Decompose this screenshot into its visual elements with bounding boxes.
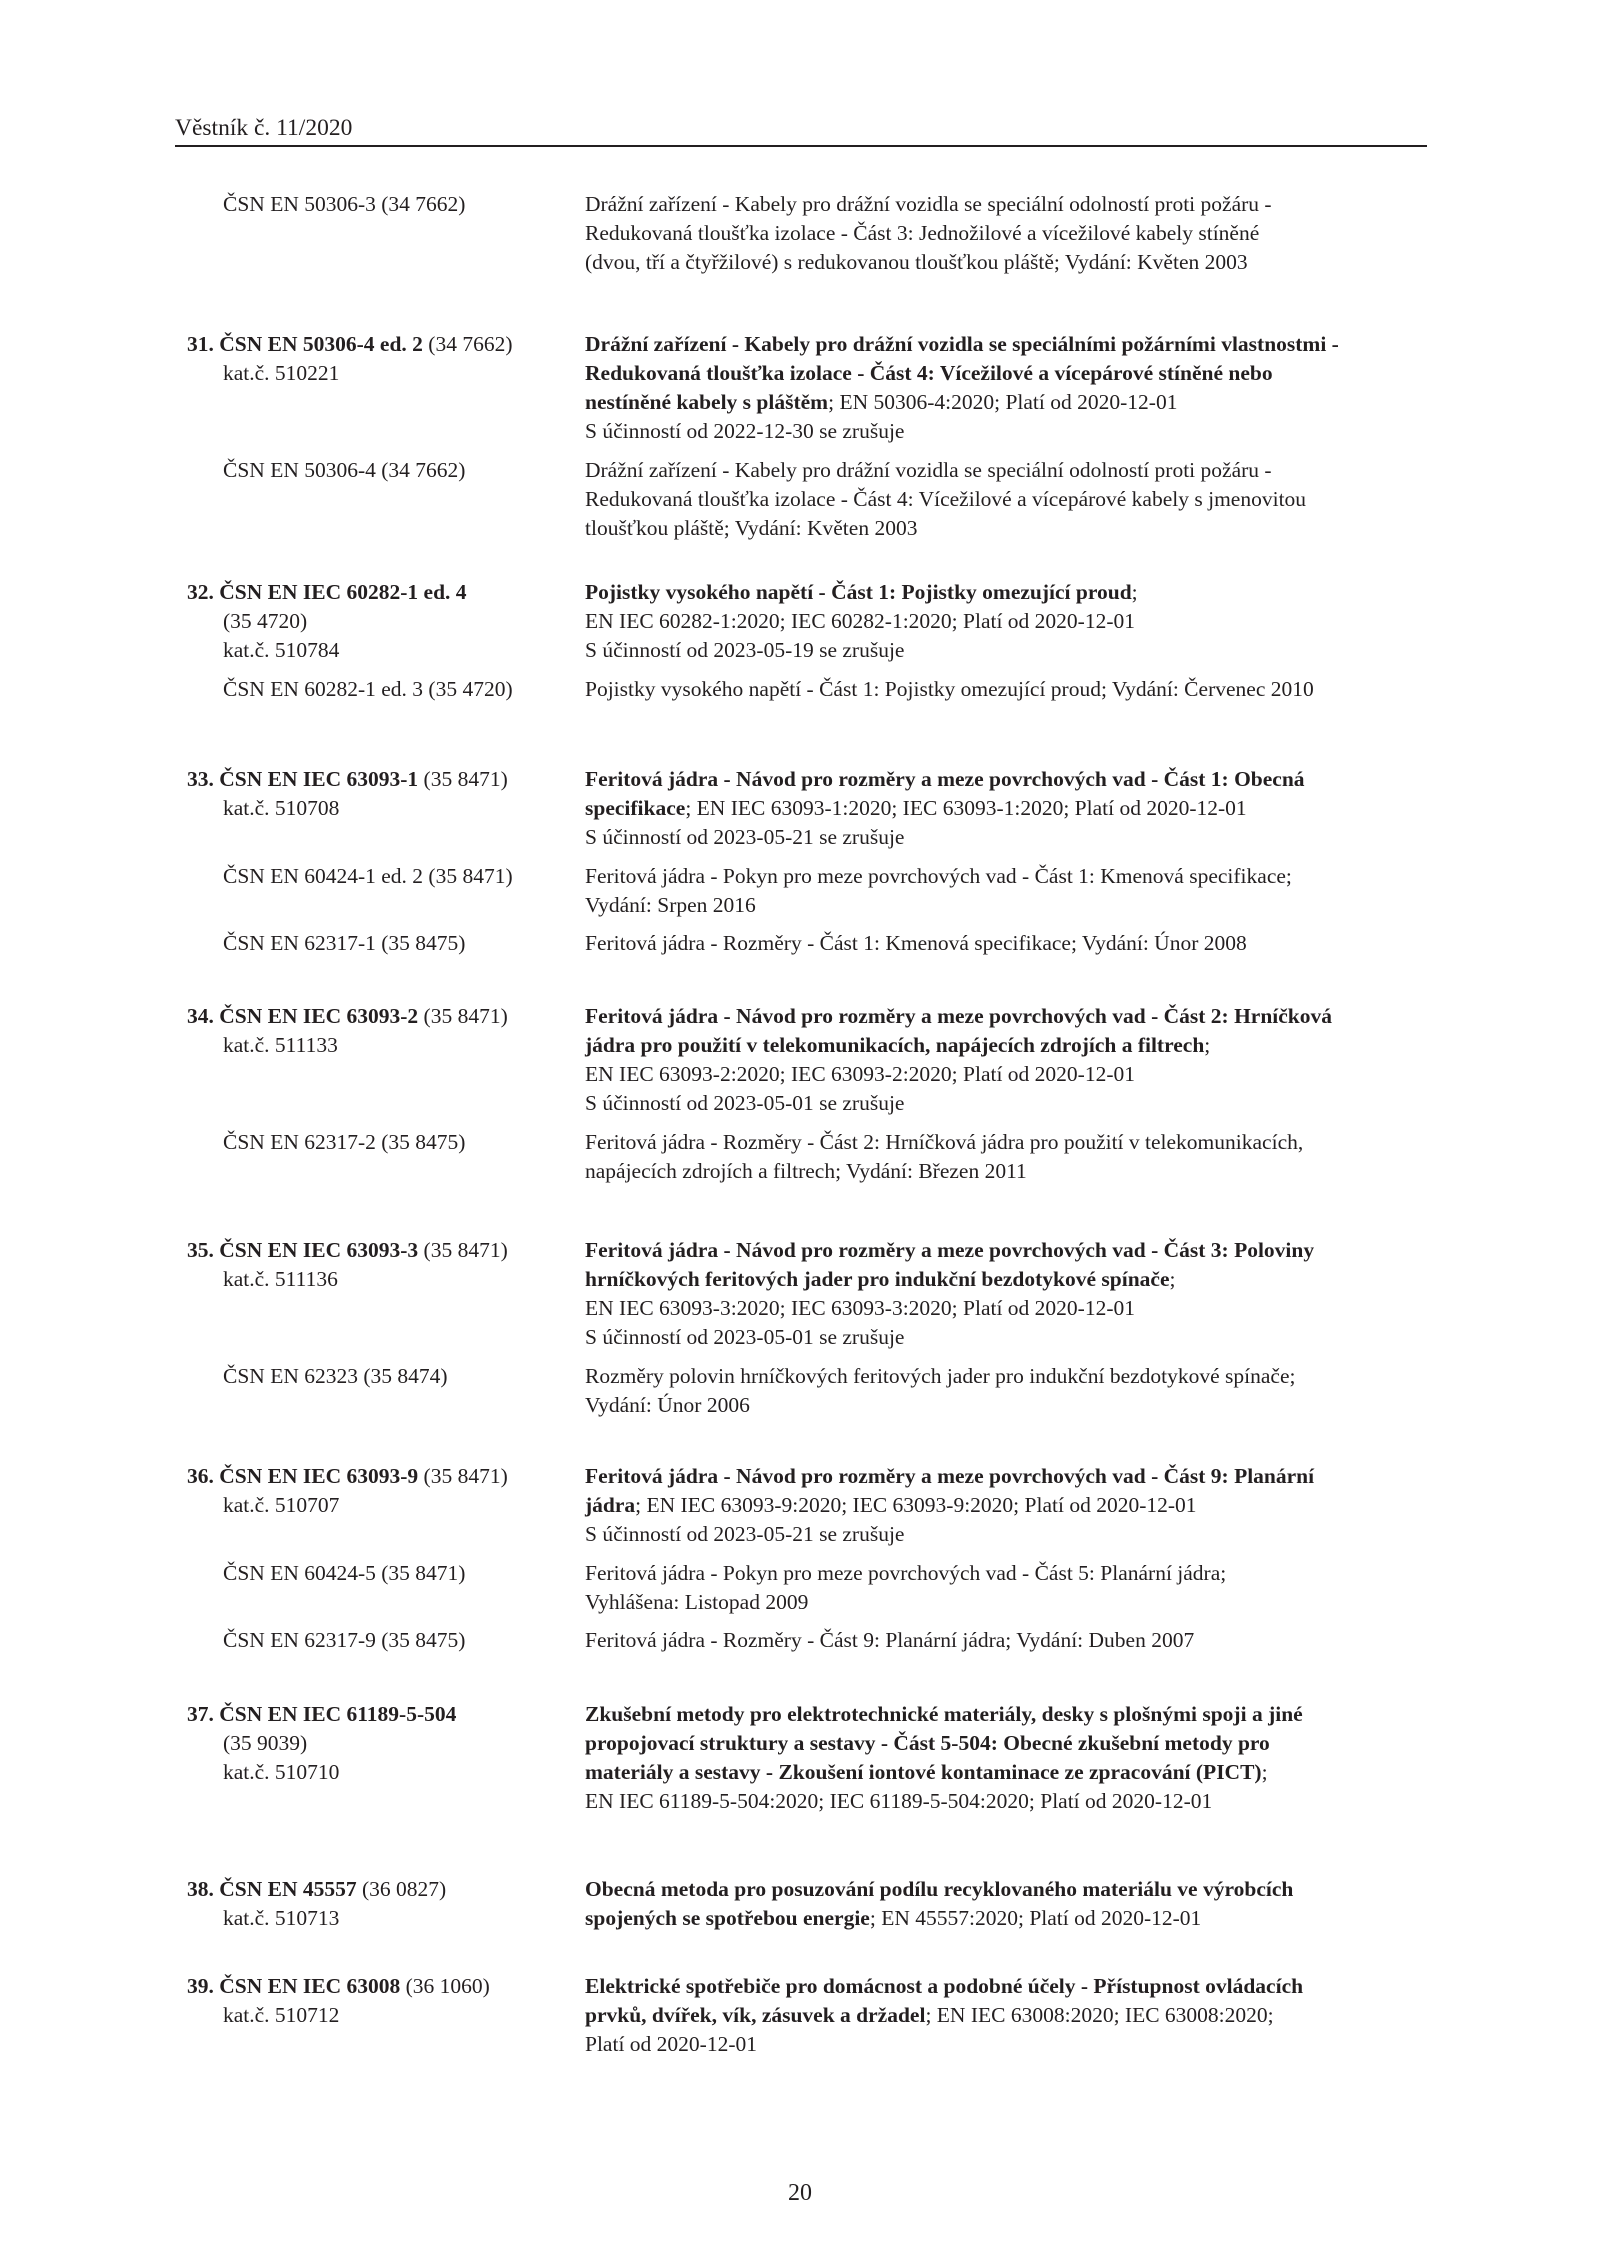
replaced-standard-text: Vyhlášena: Listopad 2009 (585, 1590, 809, 1614)
standard-class: (35 8471) (418, 1238, 508, 1262)
entry-catalog-line: kat.č. 510713 (223, 1906, 340, 1930)
entry-validity-line: EN IEC 63093-2:2020; IEC 63093-2:2020; Platí od 2020-12-01 (585, 1062, 1136, 1086)
entry-validity-line: EN IEC 63093-3:2020; IEC 63093-3:2020; Platí od 2020-12-01 (585, 1296, 1136, 1320)
replaced-standard-text: Vydání: Srpen 2016 (585, 893, 756, 917)
entry-publication-info: ; (1204, 1033, 1211, 1057)
standard-class: (35 8471) (418, 1464, 508, 1488)
journal-header: Věstník č. 11/2020 (175, 115, 353, 141)
replaced-standard-code: ČSN EN 50306-3 (34 7662) (223, 192, 466, 216)
entry-title-end: specifikace (585, 796, 686, 820)
replaced-standard-text: Pojistky vysokého napětí - Část 1: Pojistky omezující proud; Vydání: Červenec 2010 (585, 677, 1314, 701)
entry-standard-code (187, 1002, 567, 1031)
entry-title-tail (585, 794, 1445, 823)
entry-number: 32. (187, 580, 214, 604)
replaced-standard-text: Redukovaná tloušťka izolace - Část 4: Vícežilové a vícepárové kabely s jmenovitou (585, 487, 1307, 511)
entry-standard-code (187, 1236, 567, 1265)
replaced-standard-text: Feritová jádra - Rozměry - Část 2: Hrníčková jádra pro použití v telekomunikacích, (585, 1130, 1304, 1154)
entry-title-tail (585, 1758, 1445, 1787)
entry-title-line: Drážní zařízení - Kabely pro drážní vozidla se speciálními požárními vlastnostmi - (585, 332, 1339, 356)
replaced-standard-code: ČSN EN 62317-1 (35 8475) (223, 931, 466, 955)
entry-number: 34. (187, 1004, 214, 1028)
entry-validity-line: EN IEC 60282-1:2020; IEC 60282-1:2020; Platí od 2020-12-01 (585, 609, 1136, 633)
entry-catalog-line: kat.č. 510784 (223, 638, 340, 662)
entry-validity-line: S účinností od 2023-05-21 se zrušuje (585, 825, 905, 849)
standard-code: ČSN EN IEC 61189-5-504 (219, 1702, 457, 1726)
standard-code: ČSN EN IEC 63008 (219, 1974, 401, 1998)
entry-catalog-line: kat.č. 510712 (223, 2003, 340, 2027)
entry-publication-info: ; EN IEC 63093-1:2020; IEC 63093-1:2020; Platí od 2020-12-01 (685, 796, 1247, 820)
entry-number: 33. (187, 767, 214, 791)
standard-class: (36 0827) (356, 1877, 447, 1901)
replaced-standard-text: Drážní zařízení - Kabely pro drážní vozidla se speciální odolností proti požáru - (585, 458, 1272, 482)
standard-code: ČSN EN 50306-4 ed. 2 (219, 332, 423, 356)
entry-catalog-line: kat.č. 511136 (223, 1267, 338, 1291)
entry-title-line: Feritová jádra - Návod pro rozměry a meze povrchových vad - Část 9: Planární (585, 1464, 1315, 1488)
entry-publication-info: ; (1131, 580, 1138, 604)
entry-standard-code (187, 1462, 567, 1491)
entry-title-tail (585, 1265, 1445, 1294)
entry-title-line: Zkušební metody pro elektrotechnické materiály, desky s plošnými spoji a jiné (585, 1702, 1303, 1726)
replaced-standard-text: Feritová jádra - Pokyn pro meze povrchových vad - Část 5: Planární jádra; (585, 1561, 1227, 1585)
standard-code: ČSN EN 45557 (219, 1877, 357, 1901)
entry-validity-line: S účinností od 2023-05-01 se zrušuje (585, 1325, 905, 1349)
entry-validity-line: S účinností od 2023-05-01 se zrušuje (585, 1091, 905, 1115)
entry-title-end: prvků, dvířek, vík, zásuvek a držadel (585, 2003, 926, 2027)
entry-catalog-line: kat.č. 510707 (223, 1493, 340, 1517)
entry-title-tail (585, 388, 1445, 417)
entry-title-end: spojených se spotřebou energie (585, 1906, 870, 1930)
replaced-standard-code: ČSN EN 62317-2 (35 8475) (223, 1130, 466, 1154)
entry-catalog-line: kat.č. 511133 (223, 1033, 338, 1057)
standard-code: ČSN EN IEC 63093-1 (219, 767, 419, 791)
entry-publication-info: ; EN IEC 63093-9:2020; IEC 63093-9:2020; Platí od 2020-12-01 (635, 1493, 1197, 1517)
replaced-standard-code: ČSN EN 50306-4 (34 7662) (223, 458, 466, 482)
entry-standard-code (187, 1972, 567, 2001)
entry-standard-code (187, 578, 567, 607)
entry-publication-info: ; (1261, 1760, 1268, 1784)
replaced-standard-text: Vydání: Únor 2006 (585, 1393, 750, 1417)
entry-catalog-line: kat.č. 510221 (223, 361, 340, 385)
entry-publication-info: ; EN 50306-4:2020; Platí od 2020-12-01 (828, 390, 1178, 414)
entry-publication-info: ; (1169, 1267, 1176, 1291)
replaced-standard-text: Feritová jádra - Rozměry - Část 1: Kmenová specifikace; Vydání: Únor 2008 (585, 931, 1247, 955)
entry-validity-line: S účinností od 2023-05-19 se zrušuje (585, 638, 905, 662)
replaced-standard-text: (dvou, tří a čtyřžilové) s redukovanou tloušťkou pláště; Vydání: Květen 2003 (585, 250, 1248, 274)
entry-title-end: jádra pro použití v telekomunikacích, napájecích zdrojích a filtrech (585, 1033, 1205, 1057)
entry-title-tail (585, 2001, 1445, 2030)
entry-catalog-line: (35 9039) (223, 1731, 308, 1755)
standard-class: (35 8471) (418, 767, 508, 791)
entry-title-tail (585, 578, 1445, 607)
replaced-standard-text: Redukovaná tloušťka izolace - Část 3: Jednožilové a vícežilové kabely stíněné (585, 221, 1260, 245)
entry-number: 35. (187, 1238, 214, 1262)
entry-validity-line: S účinností od 2023-05-21 se zrušuje (585, 1522, 905, 1546)
replaced-standard-code: ČSN EN 60424-5 (35 8471) (223, 1561, 466, 1585)
entry-catalog-line: kat.č. 510708 (223, 796, 340, 820)
entry-number: 37. (187, 1702, 214, 1726)
entry-number: 36. (187, 1464, 214, 1488)
entry-title-line: Obecná metoda pro posuzování podílu recyklovaného materiálu ve výrobcích (585, 1877, 1294, 1901)
entry-title-line: Feritová jádra - Návod pro rozměry a meze povrchových vad - Část 2: Hrníčková (585, 1004, 1333, 1028)
entry-title-end: materiály a sestavy - Zkoušení iontové kontaminace ze zpracování (PICT) (585, 1760, 1262, 1784)
replaced-standard-text: Feritová jádra - Rozměry - Část 9: Planární jádra; Vydání: Duben 2007 (585, 1628, 1195, 1652)
entry-publication-info: ; EN 45557:2020; Platí od 2020-12-01 (869, 1906, 1202, 1930)
entry-standard-code (187, 1875, 567, 1904)
entry-title-tail (585, 1031, 1445, 1060)
standard-class: (34 7662) (422, 332, 513, 356)
entry-title-end: nestíněné kabely s pláštěm (585, 390, 829, 414)
entry-title-tail (585, 1904, 1445, 1933)
standard-code: ČSN EN IEC 63093-3 (219, 1238, 419, 1262)
page-number: 20 (788, 2180, 812, 2206)
entry-number: 39. (187, 1974, 214, 1998)
standard-code: ČSN EN IEC 60282-1 ed. 4 (219, 580, 467, 604)
entry-standard-code (187, 330, 567, 359)
entry-catalog-line: (35 4720) (223, 609, 308, 633)
standard-class: (35 8471) (418, 1004, 508, 1028)
standard-code: ČSN EN IEC 63093-2 (219, 1004, 419, 1028)
entry-title-end: jádra (585, 1493, 636, 1517)
entry-title-line: Redukovaná tloušťka izolace - Část 4: Vícežilové a vícepárové stíněné nebo (585, 361, 1273, 385)
entry-validity-line: Platí od 2020-12-01 (585, 2032, 757, 2056)
entry-validity-line: EN IEC 61189-5-504:2020; IEC 61189-5-504:2020; Platí od 2020-12-01 (585, 1789, 1213, 1813)
standard-class: (36 1060) (400, 1974, 490, 1998)
replaced-standard-code: ČSN EN 62317-9 (35 8475) (223, 1628, 466, 1652)
entry-number: 38. (187, 1877, 214, 1901)
entry-title-end: hrníčkových feritových jader pro indukční bezdotykové spínače (585, 1267, 1170, 1291)
entry-catalog-line: kat.č. 510710 (223, 1760, 340, 1784)
replaced-standard-text: Feritová jádra - Pokyn pro meze povrchových vad - Část 1: Kmenová specifikace; (585, 864, 1292, 888)
entry-standard-code (187, 1700, 567, 1729)
replaced-standard-text: tloušťkou pláště; Vydání: Květen 2003 (585, 516, 918, 540)
replaced-standard-code: ČSN EN 62323 (35 8474) (223, 1364, 448, 1388)
replaced-standard-text: Drážní zařízení - Kabely pro drážní vozidla se speciální odolností proti požáru - (585, 192, 1272, 216)
replaced-standard-text: napájecích zdrojích a filtrech; Vydání: Březen 2011 (585, 1159, 1027, 1183)
replaced-standard-code: ČSN EN 60424-1 ed. 2 (35 8471) (223, 864, 513, 888)
entry-number: 31. (187, 332, 214, 356)
standard-code: ČSN EN IEC 63093-9 (219, 1464, 419, 1488)
replaced-standard-code: ČSN EN 60282-1 ed. 3 (35 4720) (223, 677, 513, 701)
entry-title-line: Feritová jádra - Návod pro rozměry a meze povrchových vad - Část 3: Poloviny (585, 1238, 1315, 1262)
entry-publication-info: ; EN IEC 63008:2020; IEC 63008:2020; (925, 2003, 1274, 2027)
entry-title-line: Elektrické spotřebiče pro domácnost a podobné účely - Přístupnost ovládacích (585, 1974, 1304, 1998)
entry-validity-line: S účinností od 2022-12-30 se zrušuje (585, 419, 905, 443)
entry-standard-code (187, 765, 567, 794)
header-rule (175, 145, 1427, 147)
entry-title-line: propojovací struktury a sestavy - Část 5-504: Obecné zkušební metody pro (585, 1731, 1270, 1755)
replaced-standard-text: Rozměry polovin hrníčkových feritových jader pro indukční bezdotykové spínače; (585, 1364, 1296, 1388)
entry-title-end: Pojistky vysokého napětí - Část 1: Pojistky omezující proud (585, 580, 1132, 604)
entry-title-line: Feritová jádra - Návod pro rozměry a meze povrchových vad - Část 1: Obecná (585, 767, 1305, 791)
entry-title-tail (585, 1491, 1445, 1520)
